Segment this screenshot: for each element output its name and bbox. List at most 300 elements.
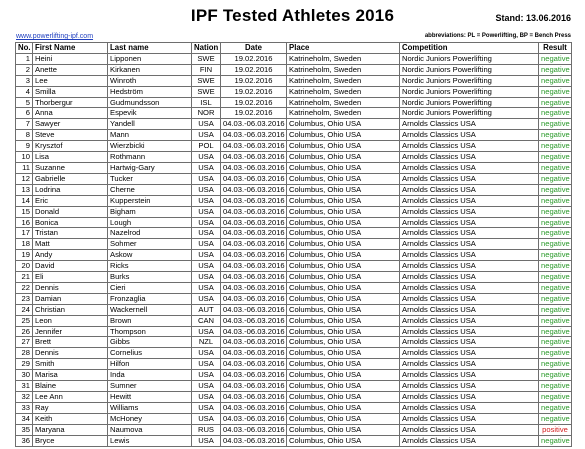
cell-nation: RUS bbox=[192, 424, 221, 435]
cell-result: negative bbox=[539, 250, 572, 261]
website-link[interactable]: www.powerlifting-ipf.com bbox=[16, 33, 94, 40]
cell-no: 24 bbox=[16, 304, 33, 315]
cell-result: negative bbox=[539, 64, 572, 75]
cell-result: negative bbox=[539, 173, 572, 184]
cell-place: Columbus, Ohio USA bbox=[287, 326, 400, 337]
cell-first-name: Keith bbox=[33, 413, 108, 424]
cell-result: negative bbox=[539, 228, 572, 239]
cell-nation: USA bbox=[192, 228, 221, 239]
cell-no: 20 bbox=[16, 261, 33, 272]
table-row bbox=[16, 53, 572, 64]
cell-result: negative bbox=[539, 413, 572, 424]
abbreviations-note: abbreviations: PL = Powerlifting, BP = Bench Press bbox=[424, 33, 571, 39]
col-header-nation: Nation bbox=[192, 43, 221, 54]
cell-no: 7 bbox=[16, 119, 33, 130]
cell-result: negative bbox=[539, 152, 572, 163]
cell-first-name: Lee Ann bbox=[33, 392, 108, 403]
cell-last-name: Lipponen bbox=[108, 53, 192, 64]
cell-place: Columbus, Ohio USA bbox=[287, 261, 400, 272]
cell-nation: FIN bbox=[192, 64, 221, 75]
cell-competition: Nordic Juniors Powerlifting bbox=[400, 75, 539, 86]
cell-first-name: Maryana bbox=[33, 424, 108, 435]
cell-date: 04.03.-06.03.2016 bbox=[221, 413, 287, 424]
cell-competition: Arnolds Classics USA bbox=[400, 141, 539, 152]
cell-first-name: Blaine bbox=[33, 381, 108, 392]
cell-no: 19 bbox=[16, 250, 33, 261]
cell-first-name: Lee bbox=[33, 75, 108, 86]
cell-nation: USA bbox=[192, 282, 221, 293]
cell-first-name: Bryce bbox=[33, 435, 108, 446]
cell-date: 04.03.-06.03.2016 bbox=[221, 424, 287, 435]
cell-date: 04.03.-06.03.2016 bbox=[221, 261, 287, 272]
cell-result: negative bbox=[539, 315, 572, 326]
cell-last-name: Inda bbox=[108, 370, 192, 381]
cell-last-name: Thompson bbox=[108, 326, 192, 337]
cell-nation: USA bbox=[192, 261, 221, 272]
cell-first-name: Bonica bbox=[33, 217, 108, 228]
cell-no: 2 bbox=[16, 64, 33, 75]
cell-result: negative bbox=[539, 293, 572, 304]
table-row bbox=[16, 64, 572, 75]
stand-date: Stand: 13.06.2016 bbox=[495, 13, 571, 23]
cell-result: negative bbox=[539, 261, 572, 272]
cell-place: Columbus, Ohio USA bbox=[287, 381, 400, 392]
table-row bbox=[16, 206, 572, 217]
cell-nation: USA bbox=[192, 293, 221, 304]
cell-result: negative bbox=[539, 108, 572, 119]
cell-competition: Arnolds Classics USA bbox=[400, 282, 539, 293]
table-row bbox=[16, 86, 572, 97]
cell-nation: USA bbox=[192, 152, 221, 163]
cell-competition: Arnolds Classics USA bbox=[400, 173, 539, 184]
table-row bbox=[16, 435, 572, 446]
cell-place: Columbus, Ohio USA bbox=[287, 282, 400, 293]
col-header-competition: Competition bbox=[400, 43, 539, 54]
cell-place: Columbus, Ohio USA bbox=[287, 337, 400, 348]
col-header-place: Place bbox=[287, 43, 400, 54]
cell-nation: SWE bbox=[192, 75, 221, 86]
cell-date: 04.03.-06.03.2016 bbox=[221, 228, 287, 239]
cell-result: negative bbox=[539, 348, 572, 359]
cell-no: 12 bbox=[16, 173, 33, 184]
cell-no: 34 bbox=[16, 413, 33, 424]
cell-first-name: Tristan bbox=[33, 228, 108, 239]
cell-date: 04.03.-06.03.2016 bbox=[221, 435, 287, 446]
cell-first-name: Andy bbox=[33, 250, 108, 261]
cell-date: 04.03.-06.03.2016 bbox=[221, 348, 287, 359]
cell-last-name: Yandell bbox=[108, 119, 192, 130]
cell-nation: USA bbox=[192, 370, 221, 381]
table-row bbox=[16, 217, 572, 228]
cell-no: 16 bbox=[16, 217, 33, 228]
cell-first-name: Brett bbox=[33, 337, 108, 348]
cell-nation: USA bbox=[192, 119, 221, 130]
cell-no: 18 bbox=[16, 239, 33, 250]
cell-first-name: Sawyer bbox=[33, 119, 108, 130]
cell-place: Columbus, Ohio USA bbox=[287, 141, 400, 152]
col-header-no: No. bbox=[16, 43, 33, 54]
cell-competition: Nordic Juniors Powerlifting bbox=[400, 97, 539, 108]
table-row bbox=[16, 293, 572, 304]
cell-no: 17 bbox=[16, 228, 33, 239]
table-row bbox=[16, 402, 572, 413]
table-row bbox=[16, 228, 572, 239]
cell-last-name: Ricks bbox=[108, 261, 192, 272]
page-title: IPF Tested Athletes 2016 bbox=[190, 6, 395, 25]
cell-no: 26 bbox=[16, 326, 33, 337]
cell-last-name: Williams bbox=[108, 402, 192, 413]
cell-date: 04.03.-06.03.2016 bbox=[221, 370, 287, 381]
cell-result: negative bbox=[539, 435, 572, 446]
cell-place: Columbus, Ohio USA bbox=[287, 217, 400, 228]
cell-first-name: Jennifer bbox=[33, 326, 108, 337]
cell-nation: USA bbox=[192, 272, 221, 283]
cell-place: Columbus, Ohio USA bbox=[287, 119, 400, 130]
table-row bbox=[16, 119, 572, 130]
cell-first-name: Anette bbox=[33, 64, 108, 75]
cell-first-name: Gabrielle bbox=[33, 173, 108, 184]
cell-nation: USA bbox=[192, 239, 221, 250]
cell-last-name: Cherne bbox=[108, 184, 192, 195]
cell-date: 04.03.-06.03.2016 bbox=[221, 381, 287, 392]
cell-no: 6 bbox=[16, 108, 33, 119]
cell-first-name: Eli bbox=[33, 272, 108, 283]
cell-last-name: Gibbs bbox=[108, 337, 192, 348]
cell-result: negative bbox=[539, 272, 572, 283]
cell-competition: Arnolds Classics USA bbox=[400, 392, 539, 403]
cell-no: 8 bbox=[16, 130, 33, 141]
cell-nation: NZL bbox=[192, 337, 221, 348]
cell-competition: Nordic Juniors Powerlifting bbox=[400, 86, 539, 97]
cell-first-name: Matt bbox=[33, 239, 108, 250]
cell-competition: Arnolds Classics USA bbox=[400, 315, 539, 326]
cell-no: 27 bbox=[16, 337, 33, 348]
cell-nation: SWE bbox=[192, 53, 221, 64]
cell-result: negative bbox=[539, 195, 572, 206]
table-row bbox=[16, 348, 572, 359]
cell-competition: Arnolds Classics USA bbox=[400, 370, 539, 381]
cell-nation: USA bbox=[192, 206, 221, 217]
cell-result: negative bbox=[539, 402, 572, 413]
cell-result: negative bbox=[539, 141, 572, 152]
cell-date: 04.03.-06.03.2016 bbox=[221, 250, 287, 261]
cell-date: 04.03.-06.03.2016 bbox=[221, 206, 287, 217]
cell-nation: USA bbox=[192, 195, 221, 206]
cell-place: Columbus, Ohio USA bbox=[287, 195, 400, 206]
cell-date: 04.03.-06.03.2016 bbox=[221, 304, 287, 315]
table-row bbox=[16, 424, 572, 435]
cell-nation: USA bbox=[192, 130, 221, 141]
cell-last-name: Espevik bbox=[108, 108, 192, 119]
cell-competition: Arnolds Classics USA bbox=[400, 381, 539, 392]
cell-last-name: Bigham bbox=[108, 206, 192, 217]
cell-place: Columbus, Ohio USA bbox=[287, 435, 400, 446]
cell-nation: USA bbox=[192, 359, 221, 370]
cell-nation: USA bbox=[192, 392, 221, 403]
cell-competition: Arnolds Classics USA bbox=[400, 293, 539, 304]
cell-no: 9 bbox=[16, 141, 33, 152]
cell-no: 14 bbox=[16, 195, 33, 206]
cell-last-name: Sumner bbox=[108, 381, 192, 392]
cell-place: Columbus, Ohio USA bbox=[287, 304, 400, 315]
table-row bbox=[16, 381, 572, 392]
col-header-last-name: Last name bbox=[108, 43, 192, 54]
cell-result: negative bbox=[539, 217, 572, 228]
cell-date: 19.02.2016 bbox=[221, 75, 287, 86]
cell-no: 5 bbox=[16, 97, 33, 108]
cell-first-name: Donald bbox=[33, 206, 108, 217]
cell-result: negative bbox=[539, 162, 572, 173]
cell-place: Columbus, Ohio USA bbox=[287, 206, 400, 217]
table-row bbox=[16, 392, 572, 403]
cell-first-name: Smilla bbox=[33, 86, 108, 97]
cell-place: Columbus, Ohio USA bbox=[287, 130, 400, 141]
table-row bbox=[16, 130, 572, 141]
cell-date: 04.03.-06.03.2016 bbox=[221, 359, 287, 370]
athletes-table bbox=[15, 42, 572, 447]
cell-competition: Arnolds Classics USA bbox=[400, 217, 539, 228]
cell-date: 04.03.-06.03.2016 bbox=[221, 282, 287, 293]
cell-competition: Nordic Juniors Powerlifting bbox=[400, 108, 539, 119]
cell-result: negative bbox=[539, 130, 572, 141]
cell-place: Columbus, Ohio USA bbox=[287, 413, 400, 424]
cell-no: 3 bbox=[16, 75, 33, 86]
cell-no: 28 bbox=[16, 348, 33, 359]
cell-date: 04.03.-06.03.2016 bbox=[221, 402, 287, 413]
cell-last-name: Cornelius bbox=[108, 348, 192, 359]
cell-place: Columbus, Ohio USA bbox=[287, 272, 400, 283]
cell-first-name: Anna bbox=[33, 108, 108, 119]
cell-nation: USA bbox=[192, 184, 221, 195]
cell-last-name: Hilfon bbox=[108, 359, 192, 370]
cell-place: Columbus, Ohio USA bbox=[287, 152, 400, 163]
cell-first-name: David bbox=[33, 261, 108, 272]
cell-first-name: Steve bbox=[33, 130, 108, 141]
cell-no: 30 bbox=[16, 370, 33, 381]
cell-result: negative bbox=[539, 326, 572, 337]
cell-place: Columbus, Ohio USA bbox=[287, 315, 400, 326]
cell-result: negative bbox=[539, 359, 572, 370]
cell-competition: Arnolds Classics USA bbox=[400, 250, 539, 261]
cell-no: 29 bbox=[16, 359, 33, 370]
cell-nation: POL bbox=[192, 141, 221, 152]
cell-first-name: Leon bbox=[33, 315, 108, 326]
cell-no: 32 bbox=[16, 392, 33, 403]
cell-result: negative bbox=[539, 53, 572, 64]
col-header-result: Result bbox=[539, 43, 572, 54]
cell-last-name: Sohmer bbox=[108, 239, 192, 250]
cell-no: 25 bbox=[16, 315, 33, 326]
cell-competition: Arnolds Classics USA bbox=[400, 152, 539, 163]
cell-competition: Arnolds Classics USA bbox=[400, 261, 539, 272]
cell-competition: Arnolds Classics USA bbox=[400, 195, 539, 206]
cell-result: negative bbox=[539, 381, 572, 392]
cell-place: Columbus, Ohio USA bbox=[287, 239, 400, 250]
cell-first-name: Christian bbox=[33, 304, 108, 315]
cell-competition: Arnolds Classics USA bbox=[400, 424, 539, 435]
cell-first-name: Dennis bbox=[33, 348, 108, 359]
cell-result: negative bbox=[539, 206, 572, 217]
cell-date: 04.03.-06.03.2016 bbox=[221, 119, 287, 130]
cell-nation: USA bbox=[192, 381, 221, 392]
cell-first-name: Eric bbox=[33, 195, 108, 206]
cell-last-name: Gudmundsson bbox=[108, 97, 192, 108]
cell-date: 19.02.2016 bbox=[221, 64, 287, 75]
table-row bbox=[16, 315, 572, 326]
table-row bbox=[16, 195, 572, 206]
cell-last-name: Tucker bbox=[108, 173, 192, 184]
cell-last-name: Lough bbox=[108, 217, 192, 228]
table-row bbox=[16, 173, 572, 184]
cell-last-name: Hedström bbox=[108, 86, 192, 97]
cell-nation: USA bbox=[192, 217, 221, 228]
cell-first-name: Suzanne bbox=[33, 162, 108, 173]
table-row bbox=[16, 304, 572, 315]
cell-last-name: Hartwig-Gary bbox=[108, 162, 192, 173]
table-header-row bbox=[16, 43, 572, 54]
col-header-date: Date bbox=[221, 43, 287, 54]
cell-nation: USA bbox=[192, 435, 221, 446]
table-body bbox=[16, 53, 572, 446]
cell-place: Columbus, Ohio USA bbox=[287, 250, 400, 261]
table-row bbox=[16, 162, 572, 173]
cell-last-name: Brown bbox=[108, 315, 192, 326]
cell-competition: Arnolds Classics USA bbox=[400, 162, 539, 173]
cell-nation: USA bbox=[192, 326, 221, 337]
cell-no: 11 bbox=[16, 162, 33, 173]
cell-date: 04.03.-06.03.2016 bbox=[221, 217, 287, 228]
cell-last-name: Wackernell bbox=[108, 304, 192, 315]
cell-last-name: Nazelrod bbox=[108, 228, 192, 239]
cell-result: negative bbox=[539, 239, 572, 250]
cell-result: positive bbox=[539, 424, 572, 435]
cell-place: Columbus, Ohio USA bbox=[287, 184, 400, 195]
cell-nation: ISL bbox=[192, 97, 221, 108]
cell-place: Katrineholm, Sweden bbox=[287, 75, 400, 86]
cell-date: 04.03.-06.03.2016 bbox=[221, 184, 287, 195]
cell-date: 04.03.-06.03.2016 bbox=[221, 315, 287, 326]
cell-place: Katrineholm, Sweden bbox=[287, 97, 400, 108]
cell-competition: Arnolds Classics USA bbox=[400, 119, 539, 130]
cell-first-name: Dennis bbox=[33, 282, 108, 293]
cell-date: 04.03.-06.03.2016 bbox=[221, 392, 287, 403]
cell-first-name: Smith bbox=[33, 359, 108, 370]
cell-date: 19.02.2016 bbox=[221, 86, 287, 97]
cell-no: 22 bbox=[16, 282, 33, 293]
cell-place: Columbus, Ohio USA bbox=[287, 392, 400, 403]
cell-nation: SWE bbox=[192, 86, 221, 97]
cell-no: 36 bbox=[16, 435, 33, 446]
cell-date: 04.03.-06.03.2016 bbox=[221, 337, 287, 348]
cell-competition: Arnolds Classics USA bbox=[400, 130, 539, 141]
cell-place: Columbus, Ohio USA bbox=[287, 370, 400, 381]
table-row bbox=[16, 108, 572, 119]
cell-first-name: Damian bbox=[33, 293, 108, 304]
cell-nation: USA bbox=[192, 173, 221, 184]
col-header-first-name: First Name bbox=[33, 43, 108, 54]
cell-last-name: Hewitt bbox=[108, 392, 192, 403]
cell-competition: Arnolds Classics USA bbox=[400, 206, 539, 217]
cell-no: 15 bbox=[16, 206, 33, 217]
cell-last-name: Cieri bbox=[108, 282, 192, 293]
cell-last-name: Wierzbicki bbox=[108, 141, 192, 152]
cell-place: Columbus, Ohio USA bbox=[287, 359, 400, 370]
cell-place: Columbus, Ohio USA bbox=[287, 424, 400, 435]
cell-competition: Arnolds Classics USA bbox=[400, 326, 539, 337]
cell-date: 04.03.-06.03.2016 bbox=[221, 293, 287, 304]
cell-no: 10 bbox=[16, 152, 33, 163]
cell-competition: Nordic Juniors Powerlifting bbox=[400, 53, 539, 64]
cell-last-name: Fronzaglia bbox=[108, 293, 192, 304]
cell-competition: Arnolds Classics USA bbox=[400, 304, 539, 315]
cell-date: 04.03.-06.03.2016 bbox=[221, 130, 287, 141]
table-row bbox=[16, 239, 572, 250]
cell-no: 31 bbox=[16, 381, 33, 392]
cell-date: 04.03.-06.03.2016 bbox=[221, 326, 287, 337]
cell-result: negative bbox=[539, 119, 572, 130]
cell-place: Columbus, Ohio USA bbox=[287, 402, 400, 413]
cell-competition: Arnolds Classics USA bbox=[400, 402, 539, 413]
cell-result: negative bbox=[539, 370, 572, 381]
cell-place: Katrineholm, Sweden bbox=[287, 86, 400, 97]
cell-result: negative bbox=[539, 304, 572, 315]
cell-competition: Arnolds Classics USA bbox=[400, 348, 539, 359]
cell-competition: Arnolds Classics USA bbox=[400, 413, 539, 424]
cell-nation: USA bbox=[192, 402, 221, 413]
cell-no: 35 bbox=[16, 424, 33, 435]
table-row bbox=[16, 75, 572, 86]
cell-no: 33 bbox=[16, 402, 33, 413]
cell-nation: USA bbox=[192, 413, 221, 424]
cell-last-name: Winroth bbox=[108, 75, 192, 86]
cell-place: Katrineholm, Sweden bbox=[287, 53, 400, 64]
cell-competition: Arnolds Classics USA bbox=[400, 337, 539, 348]
cell-first-name: Ray bbox=[33, 402, 108, 413]
cell-first-name: Marisa bbox=[33, 370, 108, 381]
cell-no: 13 bbox=[16, 184, 33, 195]
table-row bbox=[16, 97, 572, 108]
cell-no: 1 bbox=[16, 53, 33, 64]
table-row bbox=[16, 337, 572, 348]
cell-date: 04.03.-06.03.2016 bbox=[221, 152, 287, 163]
cell-last-name: Burks bbox=[108, 272, 192, 283]
cell-last-name: Mann bbox=[108, 130, 192, 141]
cell-result: negative bbox=[539, 282, 572, 293]
cell-nation: USA bbox=[192, 162, 221, 173]
cell-result: negative bbox=[539, 392, 572, 403]
cell-competition: Arnolds Classics USA bbox=[400, 228, 539, 239]
cell-place: Katrineholm, Sweden bbox=[287, 108, 400, 119]
cell-nation: USA bbox=[192, 250, 221, 261]
cell-no: 21 bbox=[16, 272, 33, 283]
table-row bbox=[16, 282, 572, 293]
cell-result: negative bbox=[539, 97, 572, 108]
cell-competition: Nordic Juniors Powerlifting bbox=[400, 64, 539, 75]
table-row bbox=[16, 152, 572, 163]
cell-date: 04.03.-06.03.2016 bbox=[221, 162, 287, 173]
cell-first-name: Thorbergur bbox=[33, 97, 108, 108]
cell-place: Columbus, Ohio USA bbox=[287, 173, 400, 184]
cell-nation: USA bbox=[192, 348, 221, 359]
cell-nation: NOR bbox=[192, 108, 221, 119]
cell-date: 04.03.-06.03.2016 bbox=[221, 173, 287, 184]
table-row bbox=[16, 359, 572, 370]
cell-place: Columbus, Ohio USA bbox=[287, 293, 400, 304]
cell-competition: Arnolds Classics USA bbox=[400, 184, 539, 195]
table-row bbox=[16, 184, 572, 195]
cell-date: 04.03.-06.03.2016 bbox=[221, 141, 287, 152]
cell-date: 19.02.2016 bbox=[221, 97, 287, 108]
